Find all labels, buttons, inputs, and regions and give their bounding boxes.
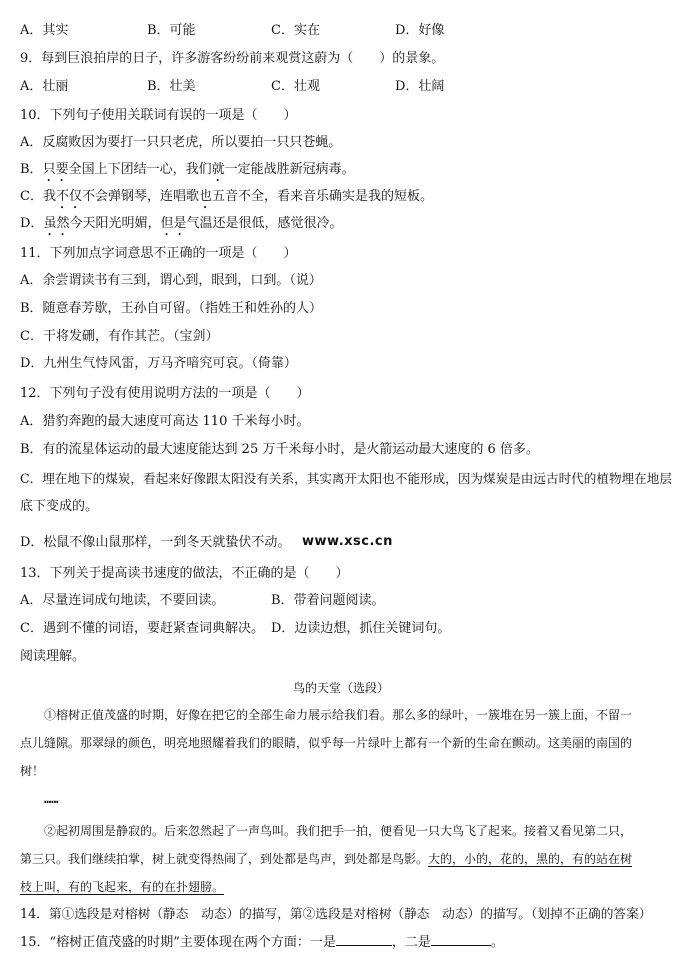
q11-option-a: A．余尝谓读书有三到，谓心到，眼到，口到。（说） [20,273,322,288]
q10-question: 10．下列句子使用关联词有误的一项是（ ） [20,108,297,123]
passage-p2-line3 [20,878,224,896]
q11-option-c: C．干将发硎，有作其芒。（宝剑） [20,329,219,344]
option-a: A．其实 [20,23,69,38]
option-a: A．壮丽 [20,79,69,94]
option-c: C．壮观 [271,79,320,94]
option-d: D．边读边想，抓住关键词句。 [271,621,451,636]
option-b: B．可能 [147,23,196,38]
section-heading: 阅读理解。 [20,649,86,664]
underlined-text: 枝上叫，有的飞起来，有的在扑翅膀。 [20,880,225,894]
option-b: B．带着问题阅读。 [271,593,385,608]
q10-option-a: A．反腐败因为要打一只只老虎，所以要拍一只只苍蝇。 [20,135,342,150]
q10-option-c: C．我不仅不会弹钢琴，连唱歌也五音不全，看来音乐确实是我的短板。 [20,189,434,204]
option-c: C．遇到不懂的词语，要赶紧查词典解决。 [20,621,264,636]
q11-option-b: B．随意春芳歇，王孙自可留。（指姓王和姓孙的人） [20,301,323,316]
passage-p2-line2: 第三只。我们继续拍掌，树上就变得热闹了，到处都是鸟声，到处都是鸟影。大的，小的，花的，黑的，有的站在树 [20,852,633,866]
q12-option-a: A．猎豹奔跑的最大速度可高达 110 千米每小时。 [20,414,310,429]
answer-blank-2[interactable] [431,933,491,946]
q11-option-d: D．九州生气恃风雷，万马齐喑究可哀。（倚靠） [20,356,297,371]
passage-p1-line2: 点儿缝隙。那翠绿的颜色，明亮地照耀着我们的眼睛，似乎每一片绿叶上都有一个新的生命在颤动。这美丽的南国的 [20,736,633,750]
q8-options [20,22,660,40]
watermark: www.xsc.cn [302,534,393,549]
q12-question: 12．下列句子没有使用说明方法的一项是（ ） [20,386,310,401]
q15-question: 15．“榕树正值茂盛的时期”主要体现在两个方面：一是 ，二是 。 [20,935,504,950]
passage-p2-line1: ②起初周围是静寂的。后来忽然起了一声鸟叫。我们把手一拍，便看见一只大鸟飞了起来。接着又看见第二只， [44,824,633,838]
q12-option-b: B．有的流星体运动的最大速度能达到 25 万千米每小时，是火箭运动最大速度的 6 倍多。 [20,442,539,457]
underlined-text: 大的，小的，花的，黑的，有的站在树 [428,852,633,866]
q12-option-d: D．松鼠不像山鼠那样，一到冬天就蛰伏不动。 [20,535,291,550]
q14-question: 14．第①选段是对榕树（静态 动态）的描写，第②选段是对榕树（静态 动态）的描写。（划掉不正确的答案） [20,906,652,921]
q13-options-row1 [20,592,660,610]
q9-options [20,78,660,96]
q12-option-c: C．埋在地下的煤炭，看起来好像跟太阳没有关系，其实离开太阳也不能形成，因为煤炭是由远古时代的植物埋在地层 [20,471,672,486]
passage-title: 鸟的天堂（选段） [292,681,389,695]
option-a: A．尽量连词成句地读，不要回读。 [20,593,225,608]
option-b: B．壮美 [147,79,196,94]
q13-options-row2 [20,620,660,638]
option-d: D．好像 [395,23,445,38]
passage-ellipsis: …… [44,792,59,806]
q13-question: 13．下列关于提高读书速度的做法，不正确的是（ ） [20,566,349,581]
answer-blank-1[interactable] [336,933,392,946]
q10-option-b: B．只要全国上下团结一心，我们就一定能战胜新冠病毒。 [20,162,355,177]
q12-option-c-cont: 底下变成的。 [20,499,99,514]
q9-question: 9．每到巨浪拍岸的日子，许多游客纷纷前来观赏这蔚为（ ）的景象。 [20,51,445,66]
q10-option-d: D．虽然今天阳光明媚，但是气温还是很低，感觉很冷。 [20,216,343,231]
passage-p1-line1: ①榕树正值茂盛的时期，好像在把它的全部生命力展示给我们看。那么多的绿叶，一簇堆在另一簇上面，不留一 [44,708,633,722]
passage-p1-line3: 树！ [20,764,45,778]
option-c: C．实在 [271,23,320,38]
q11-question: 11．下列加点字词意思不正确的一项是（ ） [20,246,297,261]
option-d: D．壮阔 [395,79,445,94]
